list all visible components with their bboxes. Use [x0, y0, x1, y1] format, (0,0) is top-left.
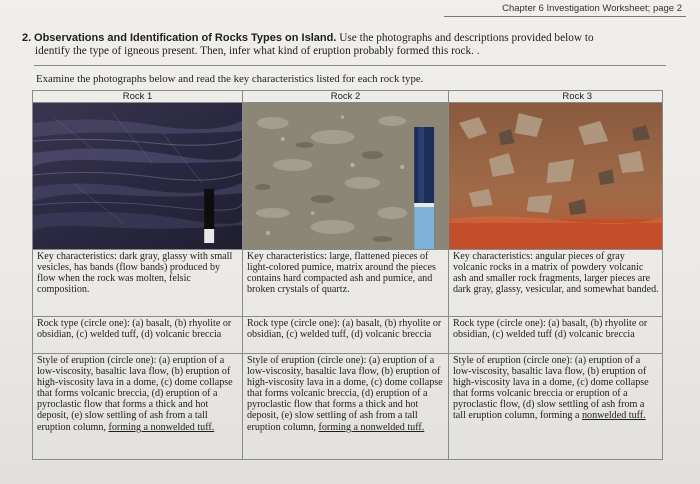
rock-3-header: Rock 3 — [449, 91, 663, 103]
rock-3-style-text-end: nonwelded tuff. — [581, 410, 646, 422]
question-number: 2. — [22, 32, 32, 44]
rock-header-row — [33, 91, 663, 103]
rock-1-style-text: Style of eruption (circle one): (a) eruption of a low-viscosity, basaltic lava flow, (b) eruption of high-viscosity lava in a dome, (c) dome collapse that forms volcanic breccia, (d) eruption of a pyroclastic flow that forms a thick and hot deposit, (e) slow settling of ash from a tall eruption column, — [37, 355, 233, 433]
rock-3-photo-cell — [449, 103, 663, 250]
header-rule — [444, 16, 686, 17]
instruction-text: Examine the photographs below and read the key characteristics listed for each rock type. — [36, 73, 424, 85]
question-prompt — [22, 32, 672, 58]
rock-1-key-characteristics: Key characteristics: dark gray, glassy with small vesicles, has bands (flow bands) produced by flow when the rock was molten, felsic composition. — [33, 250, 243, 317]
rock-3-key-characteristics: Key characteristics: angular pieces of gray volcanic rocks in a matrix of powdery volcanic ash and smaller rock fragments, larger pieces are dark gray, glassy, vesicular, and somewhat banded. — [449, 250, 663, 317]
rock-1-style-text-end: forming a nonwelded tuff. — [108, 421, 215, 433]
rock-style-row — [33, 354, 663, 460]
rock-2-style-text: Style of eruption (circle one): (a) eruption of a low-viscosity, basaltic lava flow, (b) eruption of high-viscosity lava in a dome, (c) dome collapse that forms volcanic breccia, (d) eruption of a pyroclastic flow that forms a thick and hot deposit, (e) slow settling of ash from a tall eruption column, — [247, 355, 443, 433]
rock-2-key-characteristics: Key characteristics: large, flattened pieces of light-colored pumice, matrix around the pieces contains hard compacted ash and pumice, and broken crystals of quartz. — [243, 250, 449, 317]
rock-key-row — [33, 250, 663, 317]
rock-2-photo — [243, 103, 448, 249]
rock-type-row — [33, 317, 663, 354]
rock-2-photo-cell — [243, 103, 449, 250]
section-rule — [34, 65, 666, 66]
rock-2-type-options: Rock type (circle one): (a) basalt, (b) rhyolite or obsidian, (c) welded tuff, (d) volcanic breccia — [243, 317, 449, 354]
rock-photo-row — [33, 103, 663, 250]
rock-1-eruption-style-options — [33, 354, 243, 460]
rock-table — [32, 90, 663, 460]
question-text-line2: identify the type of igneous present. Then, infer what kind of eruption probably formed this rock. . — [35, 45, 480, 57]
rock-2-style-text-end: forming a nonwelded tuff. — [318, 421, 425, 433]
rock-2-header: Rock 2 — [243, 91, 449, 103]
rock-1-photo-cell — [33, 103, 243, 250]
rock-3-eruption-style-options — [449, 354, 663, 460]
page-header: Chapter 6 Investigation Worksheet; page 2 — [502, 3, 682, 14]
rock-1-header: Rock 1 — [33, 91, 243, 103]
rock-3-photo — [449, 103, 662, 249]
rock-3-type-options: Rock type (circle one): (a) basalt, (b) rhyolite or obsidian, (c) welded tuff (d) volcanic breccia — [449, 317, 663, 354]
rock-1-type-options: Rock type (circle one): (a) basalt, (b) rhyolite or obsidian, (c) welded tuff, (d) volcanic breccia — [33, 317, 243, 354]
question-heading: Observations and Identification of Rocks Types on Island. — [34, 32, 337, 44]
question-text-line1: Use the photographs and descriptions provided below to — [339, 32, 594, 44]
rock-1-photo — [33, 103, 242, 249]
rock-2-eruption-style-options — [243, 354, 449, 460]
rock-3-style-text: Style of eruption (circle one): (a) eruption of a low-viscosity, basaltic lava flow, (b) eruption of high-viscosity lava in a dome, (c) dome collapse that forms volcanic breccia or eruption of a pyroclastic flow, (d) slow settling of ash from a tall eruption column, forming a — [453, 355, 649, 422]
